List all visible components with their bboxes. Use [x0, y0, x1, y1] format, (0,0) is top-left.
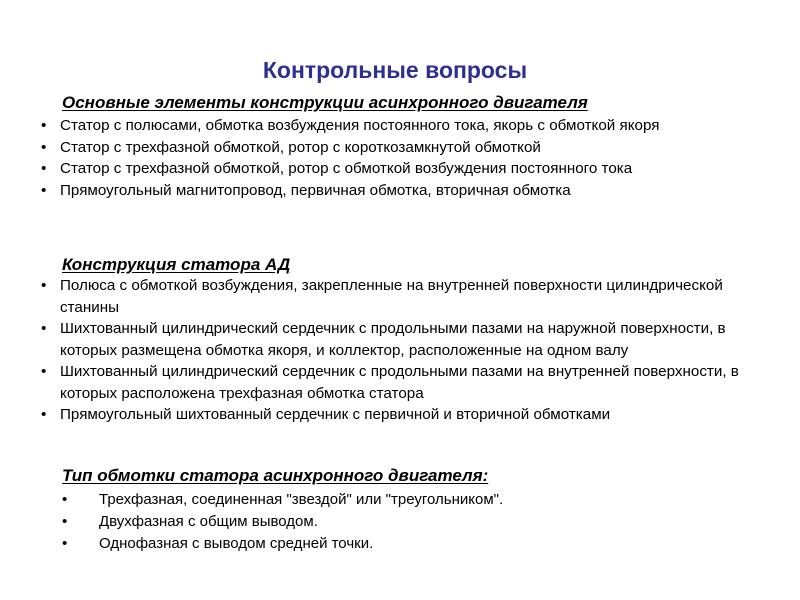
answer-option-text: Статор с трехфазной обмоткой, ротор с короткозамкнутой обмоткой: [60, 138, 541, 156]
answer-option-text: Двухфазная с общим выводом.: [99, 513, 318, 530]
answer-option: [62, 489, 762, 511]
answer-list-motor-elements: [41, 115, 750, 201]
answer-option: [41, 158, 750, 180]
answer-option: [41, 318, 760, 361]
answer-option: [41, 361, 760, 404]
bullet-icon: •: [41, 160, 47, 177]
answer-option-text: Шихтованный цилиндрический сердечник с продольными пазами на наружной поверхности, в которых размещена обмотка якоря, и коллектор, расположенные на одном валу: [60, 320, 726, 359]
answer-option-text: Однофазная с выводом средней точки.: [99, 535, 374, 552]
bullet-icon: •: [62, 513, 68, 530]
answer-option: [62, 533, 762, 555]
answer-option-text: Статор с полюсами, обмотка возбуждения постоянного тока, якорь с обмоткой якоря: [60, 117, 660, 134]
bullet-icon: •: [41, 181, 47, 199]
answer-option: [41, 404, 760, 426]
answer-option-text: Полюса с обмоткой возбуждения, закрепленные на внутренней поверхности цилиндрической станины: [60, 277, 723, 316]
bullet-icon: •: [62, 535, 68, 552]
bullet-icon: •: [62, 491, 68, 508]
answer-option: [41, 137, 750, 159]
answer-option-text: Статор с трехфазной обмоткой, ротор с обмоткой возбуждения постоянного тока: [60, 160, 633, 177]
answer-option: [41, 115, 750, 137]
answer-list-stator-construction: [41, 275, 760, 426]
answer-option: [41, 275, 760, 318]
answer-option-text: Прямоугольный магнитопровод, первичная обмотка, вторичная обмотка: [60, 181, 571, 199]
bullet-icon: •: [41, 277, 47, 294]
bullet-icon: •: [41, 320, 47, 337]
bullet-icon: •: [41, 363, 47, 380]
answer-option-text: Прямоугольный шихтованный сердечник с первичной и вторичной обмотками: [60, 406, 611, 423]
section-heading-motor-elements: Основные элементы конструкции асинхронного двигателя: [62, 93, 588, 112]
bullet-icon: •: [41, 117, 47, 134]
answer-option-text: Шихтованный цилиндрический сердечник с продольными пазами на внутренней поверхности, в которых расположена трехфазная обмотка статора: [60, 363, 739, 402]
bullet-icon: •: [41, 138, 47, 156]
section-heading-stator-construction: Конструкция статора АД: [62, 255, 291, 274]
answer-option: [41, 180, 750, 202]
answer-option-text: Трехфазная, соединенная "звездой" или "треугольником".: [99, 491, 504, 508]
bullet-icon: •: [41, 406, 47, 423]
page-title: Контрольные вопросы: [262, 57, 528, 83]
answer-option: [62, 511, 762, 533]
section-heading-winding-type: Тип обмотки статора асинхронного двигателя:: [62, 466, 489, 485]
answer-list-winding-type: [62, 489, 762, 555]
